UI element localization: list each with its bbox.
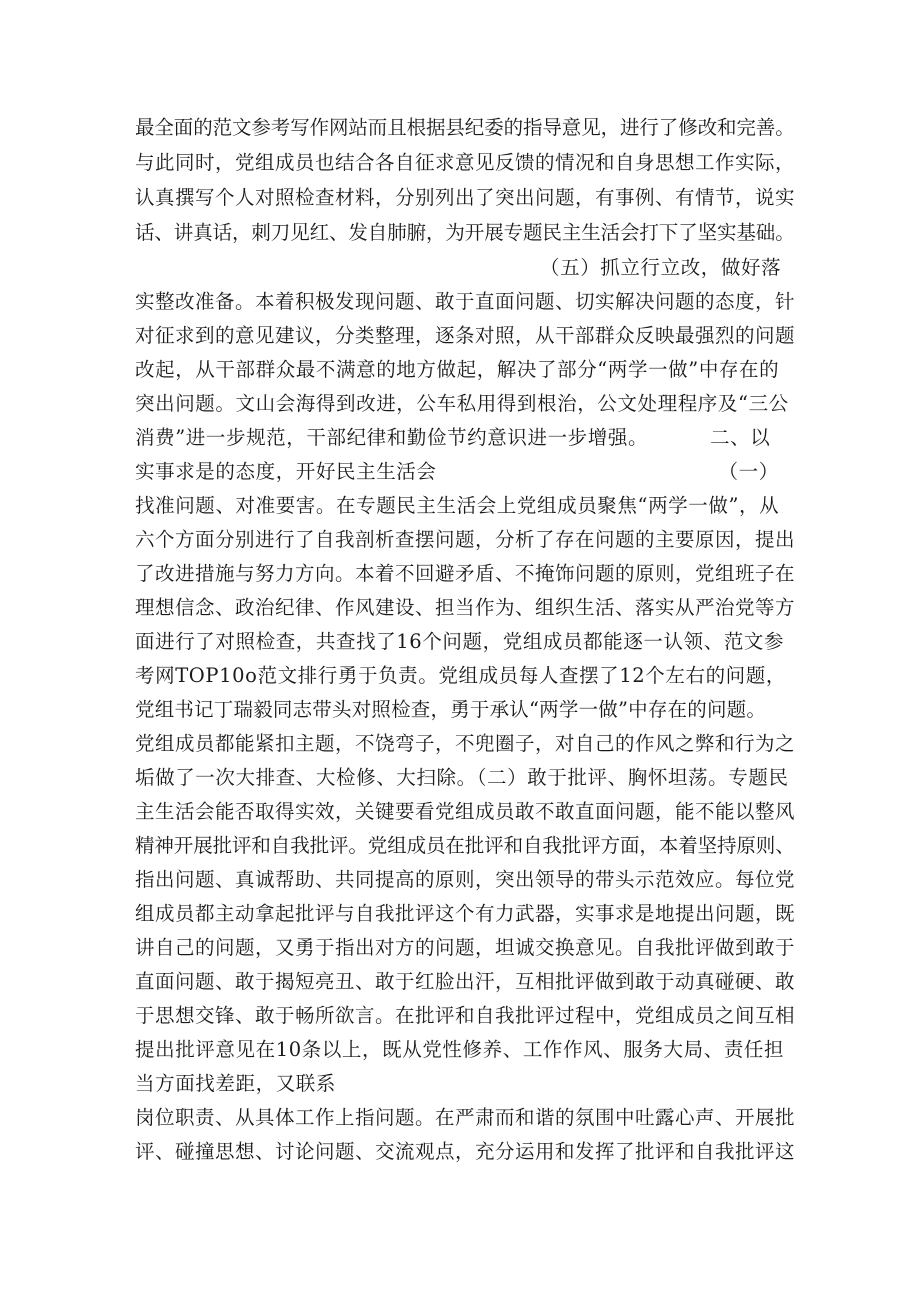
paragraph-line: 面进行了对照检查，共查找了16个问题，党组成员都能逐一认领、范文参	[135, 630, 785, 653]
paragraph-line	[135, 454, 795, 490]
paragraph-line: 当方面找差距，又联系	[135, 1072, 337, 1095]
paragraph-line: 提出批评意见在10条以上，既从党性修养、工作作风、服务大局、责任担	[135, 1038, 785, 1061]
paragraph-line: 岗位职责、从具体工作上指问题。在严肃而和谐的氛围中吐露心声、开展批	[135, 1106, 796, 1129]
paragraph-line: 于思想交锋、敢于畅所欲言。在批评和自我批评过程中，党组成员之间互相	[135, 1004, 796, 1027]
paragraph-line: 最全面的范文参考写作网站而且根据县纪委的指导意见，进行了修改和完善。	[135, 116, 795, 139]
paragraph-line: 直面问题、敢于揭短亮丑、敢于红脸出汗，互相批评做到敢于动真碰硬、敢	[135, 970, 796, 993]
paragraph-line: 理想信念、政治纪律、作风建设、担当作为、组织生活、落实从严治党等方	[135, 596, 796, 619]
paragraph-line: 主生活会能否取得实效，关键要看党组成员敢不敢直面问题，能不能以整风	[135, 800, 796, 823]
paragraph-line	[135, 420, 795, 456]
paragraph-line: 垢做了一次大排查、大检修、大扫除。（二）敢于批评、胸怀坦荡。专题民	[135, 766, 789, 789]
paragraph-text: 消费”进一步规范，干部纪律和勤俭节约意识进一步增强。	[135, 426, 649, 449]
paragraph-line: 改起，从干部群众最不满意的地方做起，解决了部分“两学一做”中存在的	[135, 358, 780, 381]
paragraph-line: 党组成员都能紧扣主题，不饶弯子，不兜圈子，对自己的作风之弊和行为之	[135, 732, 796, 755]
paragraph-line: 组成员都主动拿起批评与自我批评这个有力武器，实事求是地提出问题，既	[135, 902, 796, 925]
paragraph-line: 实整改准备。本着积极发现问题、敢于直面问题、切实解决问题的态度，针	[135, 290, 796, 313]
paragraph-line: 对征求到的意见建议，分类整理，逐条对照，从干部群众反映最强烈的问题	[135, 324, 796, 347]
paragraph-line: 六个方面分别进行了自我剖析查摆问题，分析了存在问题的主要原因，提出	[135, 528, 796, 551]
paragraph-line: 精神开展批评和自我批评。党组成员在批评和自我批评方面，本着坚持原则、	[135, 834, 795, 857]
paragraph-line: 了改进措施与努力方向。本着不回避矛盾、不掩饰问题的原则，党组班子在	[135, 562, 796, 585]
paragraph-line: 认真撰写个人对照检查材料，分别列出了突出问题，有事例、有情节，说实	[135, 186, 796, 209]
section-heading-1: （一）	[718, 460, 779, 483]
paragraph-line: 突出问题。文山会海得到改进，公车私用得到根治，公文处理程序及“三公	[135, 392, 789, 415]
paragraph-line: 考网TOP10o范文排行勇于负责。党组成员每人查摆了12个左右的问题，	[135, 664, 786, 687]
section-heading-5: （五）抓立行立改，做好落	[540, 256, 782, 279]
section-heading-2: 二、以	[710, 426, 771, 449]
paragraph-line: 讲自己的问题，又勇于指出对方的问题，坦诚交换意见。自我批评做到敢于	[135, 936, 796, 959]
paragraph-line: 找准问题、对准要害。在专题民主生活会上党组成员聚焦“两学一做”，从	[135, 494, 780, 517]
paragraph-line: 与此同时，党组成员也结合各自征求意见反馈的情况和自身思想工作实际，	[135, 151, 796, 174]
section-heading-2-cont: 实事求是的态度，开好民主生活会	[135, 460, 437, 483]
paragraph-line: 党组书记丁瑞毅同志带头对照检查，勇于承认“两学一做”中存在的问题。	[135, 698, 767, 721]
paragraph-line: 指出问题、真诚帮助、共同提高的原则，突出领导的带头示范效应。每位党	[135, 868, 796, 891]
paragraph-line: 评、碰撞思想、讨论问题、交流观点，充分运用和发挥了批评和自我批评这	[135, 1140, 796, 1163]
paragraph-line: 话、讲真话，刺刀见红、发自肺腑，为开展专题民主生活会打下了坚实基础。	[135, 221, 795, 244]
